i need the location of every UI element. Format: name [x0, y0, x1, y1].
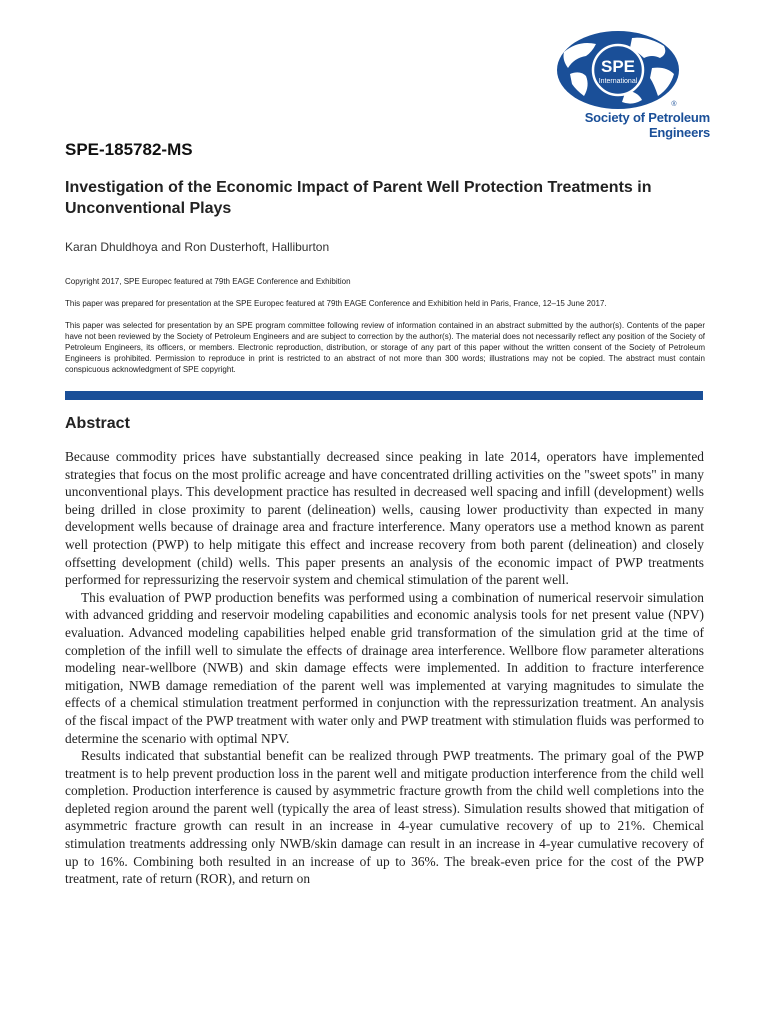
spe-logo — [540, 30, 710, 140]
copyright-notice: Copyright 2017, SPE Europec featured at 79th EAGE Conference and Exhibition — [65, 277, 351, 286]
review-notice: This paper was selected for presentation by an SPE program committee following review of information contained in an abstract submitted by the author(s). Contents of the paper have not been reviewed by the Society of Petroleum Engineers and are subject to correction by the author(s). The material does not necessarily reflect any position of the Society of Petroleum Engineers, its officers, or members. Electronic reproduction, distribution, or storage of any part of this paper without the written consent of the Society of Petroleum Engineers is prohibited. Permission to reproduce in print is restricted to an abstract of not more than 300 words; illustrations may not be copied. The abstract must contain conspicuous acknowledgment of SPE copyright. — [65, 321, 705, 374]
logo-subtext: International — [598, 78, 638, 85]
abstract-paragraph: This evaluation of PWP production benefits was performed using a combination of numerical reservoir simulation with advanced gridding and reservoir modeling capabilities and economic analysis tools for net present value (NPV) evaluation. Advanced modeling capabilities helped enable grid transformation of the simulation grid at the time of completion of the infill well to simulate the effects of drainage area interference. Wellbore flow parameter alterations modeling near-wellbore (NWB) and skin damage effects were implemented. In addition to fracture interference mitigation, NWB damage remediation of the parent well was implemented at varying magnitudes to simulate the effects of a chemical stimulation treatment performed in conjunction with the repressurization treatment. An analysis of the fiscal impact of the PWP treatment with water only and PWP treatment with stimulation fluids was performed to determine the scenario with optimal NPV. — [65, 589, 704, 746]
abstract-paragraph: Because commodity prices have substantially decreased since peaking in late 2014, operators have implemented strategies that focus on the most prolific acreage and have concentrated drilling activities on the "sweet spots" in many unconventional plays. This development practice has resulted in decreased well spacing and infill (development) wells being drilled in close proximity to parent (delineation) wells, causing lower productivity than expected in many development wells because of drainage area and fracture interference. Many operators use a method known as parent well protection (PWP) to help mitigate this effect and increase recovery from both parent (delineation) and closely offsetting development (child) wells. This paper presents an analysis of the economic impact of PWP treatments performed for repressurizing the reservoir system and chemical stimulation of the parent well. — [65, 449, 704, 588]
paper-id: SPE-185782-MS — [65, 140, 193, 159]
abstract-heading: Abstract — [65, 415, 130, 432]
organization-name: Society of Petroleum Engineers — [584, 110, 710, 140]
logo-text: SPE — [600, 57, 636, 76]
paper-title: Investigation of the Economic Impact of Parent Well Protection Treatments in Unconventional Plays — [65, 179, 652, 217]
presentation-notice: This paper was prepared for presentation at the SPE Europec featured at 79th EAGE Conference and Exhibition held in Paris, France, 12–15 June 2017. — [65, 299, 607, 308]
section-divider — [65, 391, 703, 400]
abstract-paragraph: Results indicated that substantial benefit can be realized through PWP treatments. The primary goal of the PWP treatment is to help prevent production loss in the parent well and mitigate production interference from the child well completion. Production interference is caused by asymmetric fracture growth from the child well completions into the depleted region around the parent well (typically the area of least stress). Simulation results showed that mitigation of asymmetric fracture growth can result in an increase in 4-year cumulative recovery of up to 21%. Chemical stimulation treatments addressing only NWB/skin damage can result in an increase in 4-year cumulative recovery of up to 16%. Combining both resulted in an increase of up to 36%. The break-even price for the cost of the PWP treatment, rate of return (ROR), and return on — [65, 748, 704, 887]
globe-logo-icon — [556, 30, 680, 110]
author-line: Karan Dhuldhoya and Ron Dusterhoft, Halliburton — [65, 240, 330, 254]
registered-mark: ® — [671, 101, 677, 108]
abstract-body — [65, 448, 704, 888]
